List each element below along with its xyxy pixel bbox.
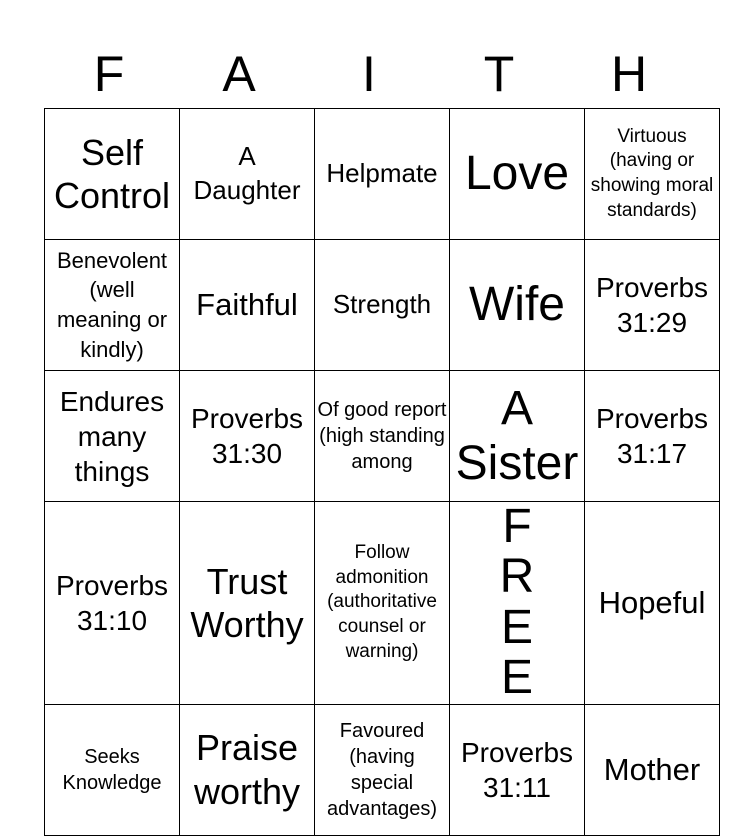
- bingo-header: [44, 44, 694, 104]
- bingo-board: [44, 108, 720, 836]
- cell-text: Helpmate: [326, 158, 438, 189]
- cell-text: Proverbs 31:11: [460, 736, 574, 803]
- cell-text: Follow admonition (authoritative counsel or warning): [327, 542, 437, 662]
- board-row: [45, 240, 720, 371]
- board-row: [45, 704, 720, 835]
- board-row: [45, 502, 720, 705]
- board-row: [45, 371, 720, 502]
- bingo-cell[interactable]: [450, 704, 585, 835]
- bingo-cell[interactable]: [450, 109, 585, 240]
- cell-text: Self Control: [53, 131, 171, 216]
- cell-text: Love: [464, 147, 570, 201]
- bingo-cell[interactable]: [585, 502, 720, 705]
- bingo-cell[interactable]: [180, 502, 315, 705]
- cell-text: A Sister: [455, 381, 579, 490]
- cell-text: Seeks Knowledge: [62, 745, 162, 794]
- header-letter-i: I: [362, 46, 376, 102]
- cell-text: Of good report (high standing among: [317, 399, 447, 473]
- cell-text: Proverbs 31:17: [595, 403, 709, 469]
- bingo-cell[interactable]: [315, 502, 450, 705]
- bingo-cell[interactable]: [585, 371, 720, 502]
- cell-text: Endures many things: [59, 385, 165, 487]
- free-space[interactable]: [450, 502, 585, 705]
- bingo-cell[interactable]: [585, 704, 720, 835]
- cell-text: Strength: [332, 289, 432, 320]
- bingo-cell[interactable]: [45, 704, 180, 835]
- bingo-cell[interactable]: [45, 502, 180, 705]
- header-letter-a: A: [222, 46, 256, 102]
- bingo-cell[interactable]: [180, 109, 315, 240]
- cell-text: Wife: [469, 278, 565, 332]
- bingo-cell[interactable]: [45, 109, 180, 240]
- header-letter-h: H: [610, 46, 648, 102]
- bingo-cell[interactable]: [585, 109, 720, 240]
- cell-text: Benevolent (well meaning or kindly): [56, 247, 168, 362]
- cell-text: Proverbs 31:29: [595, 272, 709, 338]
- bingo-cell[interactable]: [180, 704, 315, 835]
- header-letter-f: F: [93, 46, 125, 102]
- bingo-cell[interactable]: [315, 371, 450, 502]
- cell-text: Proverbs 31:10: [55, 569, 169, 636]
- cell-text: Proverbs 31:30: [190, 403, 304, 469]
- free-space-text: F R E E: [499, 501, 549, 705]
- bingo-cell[interactable]: [585, 240, 720, 371]
- bingo-cell[interactable]: [450, 240, 585, 371]
- cell-text: Virtuous (having or showing moral standards): [590, 125, 714, 221]
- cell-text: Hopeful: [598, 585, 706, 621]
- cell-text: Praise worthy: [193, 727, 301, 812]
- cell-text: Faithful: [196, 287, 298, 323]
- board-row: [45, 109, 720, 240]
- bingo-cell[interactable]: [180, 240, 315, 371]
- cell-text: Mother: [603, 751, 701, 787]
- bingo-cell[interactable]: [45, 240, 180, 371]
- cell-text: Trust Worthy: [190, 560, 304, 645]
- bingo-cell[interactable]: [315, 704, 450, 835]
- bingo-cell[interactable]: [45, 371, 180, 502]
- bingo-cell[interactable]: [450, 371, 585, 502]
- header-letter-t: T: [483, 46, 515, 102]
- cell-text: Favoured (having special advantages): [326, 719, 438, 820]
- bingo-cell[interactable]: [180, 371, 315, 502]
- cell-text: A Daughter: [193, 141, 301, 205]
- bingo-cell[interactable]: [315, 240, 450, 371]
- bingo-cell[interactable]: [315, 109, 450, 240]
